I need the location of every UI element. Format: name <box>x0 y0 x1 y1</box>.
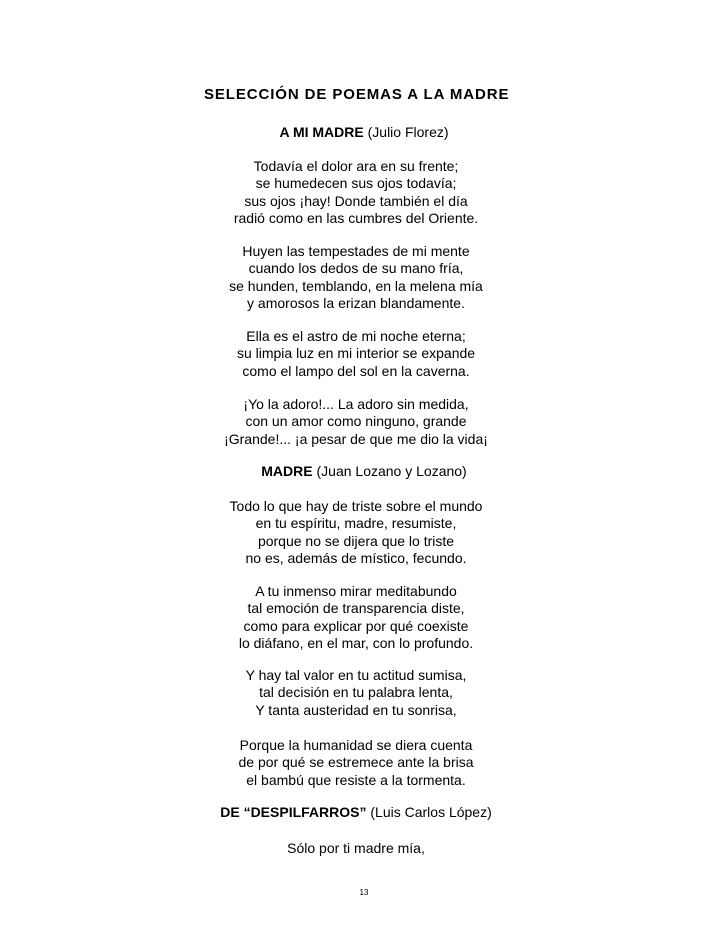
stanza <box>0 158 728 228</box>
poem-title: DE “DESPILFARROS” <box>220 804 367 820</box>
page-number: 13 <box>359 888 369 897</box>
poem-title: MADRE <box>261 463 313 479</box>
stanza <box>0 583 728 653</box>
verse-line: radió como en las cumbres del Oriente. <box>233 210 479 227</box>
verse-line: no es, además de místico, fecundo. <box>245 550 467 567</box>
verse-line: porque no se dijera que lo triste <box>257 532 455 549</box>
verse-line: cuando los dedos de su mano fría, <box>248 260 464 277</box>
verse-line: Sólo por ti madre mía, <box>287 840 425 856</box>
verse-line: con un amor como ninguno, grande <box>245 413 467 430</box>
verse-line: Todavía el dolor ara en su frente; <box>253 158 459 174</box>
poem-title: A MI MADRE <box>279 124 364 140</box>
verse-line: sus ojos ¡hay! Donde también el día <box>244 192 468 209</box>
verse-line: A tu inmenso mirar meditabundo <box>255 583 457 599</box>
verse-line: tal decisión en tu palabra lenta, <box>259 684 453 701</box>
stanza <box>0 737 728 789</box>
stanza <box>0 328 728 380</box>
poem-heading <box>0 124 728 140</box>
verse-line: su limpia luz en mi interior se expande <box>236 345 476 362</box>
verse-line: ¡Grande!... ¡a pesar de que me dio la vida¡ <box>224 430 488 447</box>
poem-author: (Luis Carlos López) <box>366 804 492 820</box>
verse-line: en tu espíritu, madre, resumiste, <box>255 515 457 532</box>
verse-line: lo diáfano, en el mar, con lo profundo. <box>238 635 474 652</box>
stanza <box>0 243 728 313</box>
verse-line: como para explicar por qué coexiste <box>243 617 469 634</box>
verse-line: de por qué se estremece ante la brisa <box>238 754 474 771</box>
verse-line: Todo lo que hay de triste sobre el mundo <box>229 498 483 514</box>
verse-line: Huyen las tempestades de mi mente <box>242 243 470 259</box>
stanza <box>0 396 728 448</box>
poem-heading <box>0 463 728 479</box>
verse-line: ¡Yo la adoro!... La adoro sin medida, <box>243 396 469 412</box>
poem-heading <box>0 804 720 820</box>
verse-line: Y tanta austeridad en tu sonrisa, <box>255 701 457 718</box>
stanza <box>0 667 728 719</box>
verse-line: el bambú que resiste a la tormenta. <box>246 771 466 788</box>
poem-author: (Juan Lozano y Lozano) <box>312 463 467 479</box>
verse-line: se hunden, temblando, en la melena mía <box>229 277 483 294</box>
verse-line: Porque la humanidad se diera cuenta <box>239 737 473 753</box>
poem-author: (Julio Florez) <box>363 124 449 140</box>
verse-line: Ella es el astro de mi noche eterna; <box>246 328 466 344</box>
stanza <box>0 498 728 568</box>
verse-line: y amorosos la erizan blandamente. <box>247 295 465 312</box>
verse-line: Y hay tal valor en tu actitud sumisa, <box>245 667 467 683</box>
page-title: SELECCIÓN DE POEMAS A LA MADRE <box>204 86 510 103</box>
verse-line: se humedecen sus ojos todavía; <box>255 175 457 192</box>
verse-line: como el lampo del sol en la caverna. <box>242 362 470 379</box>
stanza <box>0 840 728 857</box>
verse-line: tal emoción de transparencia diste, <box>247 600 465 617</box>
